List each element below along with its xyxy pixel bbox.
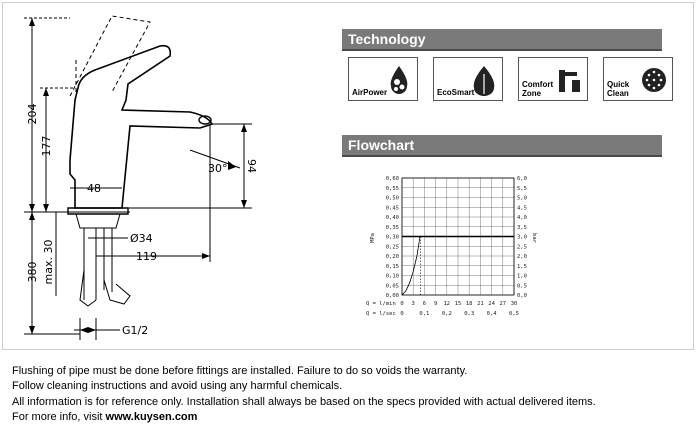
y-right-tick-label: 4,0 [517, 215, 527, 221]
x-row1-tick-label: 15 [454, 301, 462, 307]
x-row1-tick-label: 27 [499, 301, 507, 307]
x-row1-label: Q = l/min [366, 301, 396, 307]
note-reference: All information is for reference only. Installation shall always be based on the specs provided with actual delivered items. [12, 395, 596, 408]
x-row1-tick-label: 12 [443, 301, 451, 307]
dim-380: 380 [26, 261, 39, 283]
y-right-tick-label: 2,5 [517, 244, 527, 251]
flowchart-header: Flowchart [342, 135, 662, 155]
faucet-zone-icon [555, 64, 583, 96]
y-left-tick-label: 0,20 [385, 254, 399, 260]
tech-comfortzone [518, 57, 588, 101]
y-left-tick-label: 0,00 [385, 293, 399, 299]
tech-airpower [348, 57, 418, 101]
x-row1-tick-label: 0 [400, 301, 404, 307]
x-row1-tick-label: 30 [510, 301, 518, 307]
y-left-tick-label: 0,25 [385, 244, 399, 251]
x-row1-tick-label: 24 [488, 301, 495, 307]
x-row2-tick-label: 0 [400, 311, 404, 317]
note-cleaning: Follow cleaning instructions and avoid using any harmful chemicals. [12, 380, 343, 393]
y-axis-right-label: bar [531, 233, 537, 243]
dim-48: 48 [87, 182, 101, 195]
y-left-tick-label: 0,35 [385, 224, 399, 231]
y-right-tick-label: 3,5 [517, 224, 527, 231]
note-flushing: Flushing of pipe must be done before fittings are installed. Failure to do so voids the warranty. [12, 365, 468, 377]
technology-header: Technology [342, 29, 662, 49]
y-left-tick-label: 0,30 [385, 234, 399, 241]
dim-diameter-34: Ø34 [130, 232, 153, 245]
dim-g-half-inch: G1/2 [122, 324, 149, 337]
x-row1-tick-label: 21 [477, 301, 484, 307]
x-row2-tick-label: 0,2 [441, 311, 452, 317]
spray-face-icon [640, 64, 668, 96]
y-right-tick-label: 2,0 [517, 254, 527, 260]
notes-block [12, 364, 692, 426]
faucet-handle-dashed [70, 16, 150, 96]
tech-label-airpower: AirPower [352, 88, 388, 97]
air-bubbles-drop-icon [385, 64, 413, 96]
flowchart-chart [362, 170, 562, 320]
y-left-tick-label: 0,45 [385, 205, 399, 212]
tech-label-clean: Clean [607, 89, 629, 98]
dim-30-degrees: 30° [208, 162, 228, 175]
dim-max-30: max. 30 [42, 239, 55, 285]
x-row2-tick-label: 0,4 [486, 311, 497, 317]
tech-label-quick: Quick [607, 80, 630, 89]
y-right-tick-label: 5,0 [517, 195, 527, 202]
x-row2-tick-label: 0,3 [464, 311, 475, 317]
y-left-tick-label: 0,55 [385, 185, 399, 192]
y-left-tick-label: 0,50 [385, 195, 399, 202]
dim-177: 177 [40, 135, 53, 157]
tech-label-ecosmart: EcoSmart [437, 88, 475, 97]
y-left-tick-label: 0,10 [385, 273, 399, 280]
y-right-tick-label: 0,5 [517, 283, 527, 290]
dim-119: 119 [136, 250, 157, 263]
x-row1-tick-label: 6 [422, 301, 427, 307]
note-more-info-prefix: For more info, visit [12, 411, 106, 424]
tech-ecosmart [433, 57, 503, 101]
y-right-tick-label: 0,0 [517, 293, 527, 299]
y-right-tick-label: 3,0 [517, 234, 527, 241]
y-left-tick-label: 0,05 [385, 283, 399, 290]
y-left-tick-label: 0,15 [385, 263, 399, 270]
y-right-tick-label: 1,5 [517, 263, 527, 270]
y-right-tick-label: 1,0 [517, 273, 527, 280]
faucet-technical-drawing [0, 0, 330, 345]
dim-94: 94 [245, 159, 258, 173]
tech-label-zone: Zone [522, 89, 542, 98]
x-row1-tick-label: 3 [411, 301, 415, 307]
y-left-tick-label: 0,60 [385, 176, 399, 182]
y-left-tick-label: 0,40 [385, 215, 399, 221]
y-right-tick-label: 6,0 [517, 176, 527, 182]
flowchart-rule [342, 155, 662, 157]
technology-rule [342, 49, 662, 51]
website-link[interactable]: www.kuysen.com [105, 411, 198, 424]
x-row2-tick-label: 0,5 [509, 311, 519, 317]
tech-label-comfort: Comfort [522, 80, 554, 89]
note-more-info [12, 410, 692, 425]
x-row1-tick-label: 9 [433, 301, 438, 307]
y-right-tick-label: 4,5 [517, 205, 527, 212]
tech-quickclean [603, 57, 673, 101]
x-row2-label: Q = l/sec [366, 311, 396, 317]
leaf-drop-icon [470, 64, 498, 96]
y-axis-left-label: MPa [370, 233, 376, 243]
x-row2-tick-label: 0,1 [419, 311, 430, 317]
dim-204: 204 [26, 103, 39, 125]
y-right-tick-label: 5,5 [517, 185, 527, 192]
x-row1-tick-label: 18 [465, 301, 473, 307]
